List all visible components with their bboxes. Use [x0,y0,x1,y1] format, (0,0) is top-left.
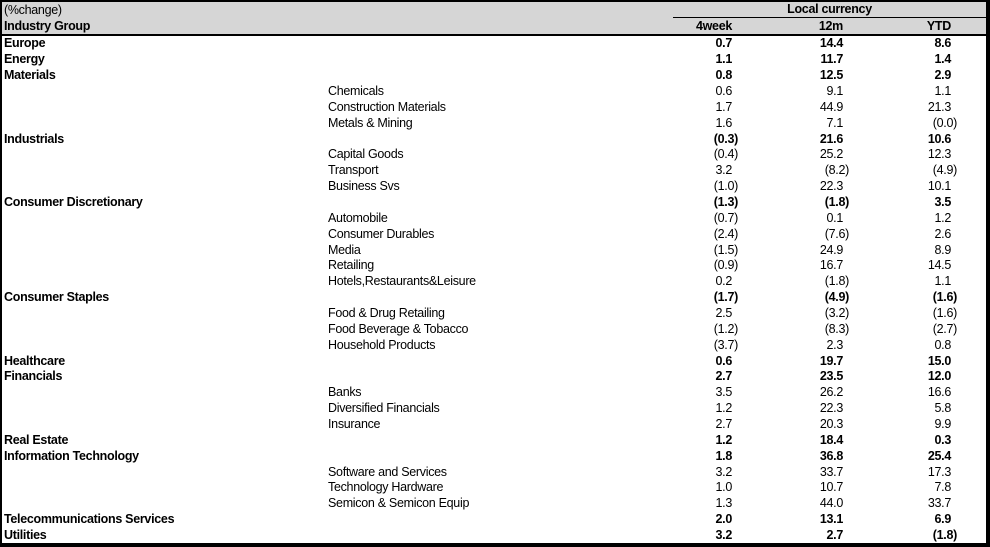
sub-industry-label: Chemicals [328,84,384,98]
value-cell-4week: 3.2 [715,464,732,479]
value-cell-ytd: 6.9 [934,512,951,527]
sub-industry-label: Transport [328,163,379,178]
table-row [2,480,986,496]
value-cell-12m: 26.2 [819,385,843,400]
value-cell-12m: 16.7 [819,258,843,273]
value-cell-12m: (7.6) [824,226,849,241]
table-row [2,495,986,511]
table-row [2,210,986,226]
value-cell-4week: 1.7 [715,99,732,114]
table-row [2,83,986,99]
value-cell-ytd: 10.1 [927,179,951,194]
header-row-change [2,2,986,18]
value-cell-4week: 3.2 [715,528,732,543]
value-cell-ytd: 1.1 [934,274,951,289]
sub-industry-label: Capital Goods [328,147,404,162]
value-cell-4week: 1.1 [715,52,732,67]
value-cell-12m: 13.1 [819,512,843,527]
value-cell-ytd: 33.7 [927,496,951,511]
table-row [2,384,986,400]
value-cell-4week: (1.2) [713,321,738,336]
sub-industry-label: Food & Drug Retailing [328,306,445,321]
table-row [2,51,986,67]
value-cell-12m: 23.5 [819,369,843,384]
value-cell-12m: 44.0 [819,496,843,511]
value-cell-4week: (0.7) [713,210,738,225]
sub-industry-label: Metals & Mining [328,115,413,130]
value-cell-ytd: 7.8 [934,480,951,495]
value-cell-12m: 0.1 [826,210,843,225]
value-cell-4week: 0.8 [715,68,732,83]
table-row [2,527,986,543]
value-cell-ytd: 5.8 [934,401,951,416]
table-row [2,416,986,432]
sub-industry-label: Automobile [328,210,388,225]
table-row [2,242,986,258]
value-cell-ytd: 16.6 [927,385,951,400]
sub-industry-label: Banks [328,385,362,400]
value-cell-4week: 0.6 [715,84,732,98]
industry-group-label: Consumer Discretionary [4,195,143,210]
value-cell-4week: (1.0) [713,179,738,194]
sub-industry-label: Hotels,Restaurants&Leisure [328,274,476,289]
sub-industry-label: Semicon & Semicon Equip [328,496,470,511]
value-cell-4week: (1.7) [713,290,738,305]
value-cell-4week: (3.7) [713,337,738,352]
table-row [2,321,986,337]
value-cell-12m: 12.5 [819,68,843,83]
sub-industry-label: Food Beverage & Tobacco [328,321,469,336]
column-header-ytd: YTD [926,18,951,33]
percent-change-label: (%change) [4,3,62,17]
table-row [2,178,986,194]
table-row [2,67,986,83]
value-cell-ytd: (1.6) [932,290,957,305]
value-cell-4week: 0.6 [715,353,732,368]
value-cell-4week: (1.3) [713,195,738,210]
value-cell-12m: (1.8) [824,195,849,210]
value-cell-12m: 22.3 [819,401,843,416]
industry-group-label: Telecommunications Services [4,512,175,527]
sub-industry-label: Diversified Financials [328,401,440,416]
sub-industry-label: Business Svs [328,179,400,194]
value-cell-12m: 44.9 [819,99,843,114]
value-cell-4week: 1.2 [715,401,732,416]
value-cell-12m: 19.7 [819,353,843,368]
value-cell-ytd: 10.6 [927,131,951,146]
industry-group-label: Energy [4,52,45,67]
sub-industry-label: Construction Materials [328,99,446,114]
table-row [2,258,986,274]
value-cell-12m: 2.3 [826,337,843,352]
value-cell-4week: (0.3) [713,131,738,146]
table-row [2,353,986,369]
value-cell-12m: 25.2 [819,147,843,162]
value-cell-12m: (3.2) [824,306,849,321]
value-cell-ytd: (4.9) [932,163,957,178]
value-cell-4week: 0.2 [715,274,732,289]
value-cell-ytd: 2.9 [934,68,951,83]
sub-industry-label: Software and Services [328,464,447,479]
value-cell-12m: 22.3 [819,179,843,194]
value-cell-ytd: 21.3 [927,99,951,114]
value-cell-12m: 2.7 [826,528,843,543]
value-cell-12m: 18.4 [819,432,843,447]
industry-group-label: Materials [4,68,56,83]
table-row [2,369,986,385]
table-row [2,400,986,416]
value-cell-4week: (0.9) [713,258,738,273]
value-cell-ytd: 0.3 [934,432,951,447]
sub-industry-label: Media [328,242,361,257]
value-cell-4week: 1.8 [715,448,732,463]
value-cell-12m: 36.8 [819,448,843,463]
industry-group-label: Financials [4,369,63,384]
value-cell-ytd: 15.0 [927,353,951,368]
column-header-12m: 12m [818,18,843,33]
value-cell-ytd: 1.2 [934,210,951,225]
value-cell-4week: (1.5) [713,242,738,257]
value-cell-ytd: 2.6 [934,226,951,241]
value-cell-12m: 9.1 [826,84,843,98]
table-row [2,273,986,289]
value-cell-12m: 10.7 [819,480,843,495]
industry-group-label: Consumer Staples [4,290,109,305]
table-row [2,162,986,178]
value-cell-ytd: 12.0 [927,369,951,384]
sub-industry-label: Technology Hardware [328,480,444,495]
value-cell-ytd: 8.6 [934,36,951,51]
industry-group-label: Europe [4,36,46,51]
value-cell-ytd: (2.7) [932,321,957,336]
value-cell-4week: 1.0 [715,480,732,495]
value-cell-ytd: 1.4 [934,52,951,67]
table-row [2,194,986,210]
table-body [2,36,986,544]
value-cell-4week: 1.6 [715,115,732,130]
industry-group-label: Utilities [4,528,47,543]
value-cell-4week: 1.3 [715,496,732,511]
table-row [2,289,986,305]
value-cell-ytd: 3.5 [934,195,951,210]
table-row [2,448,986,464]
industry-group-label: Industrials [4,131,64,146]
local-currency-spanner: Local currency [673,2,986,18]
table-row [2,131,986,147]
value-cell-12m: (1.8) [824,274,849,289]
table-row [2,115,986,131]
value-cell-ytd: 25.4 [927,448,951,463]
value-cell-ytd: 1.1 [934,84,951,98]
value-cell-4week: 3.5 [715,385,732,400]
value-cell-ytd: (1.6) [932,306,957,321]
table-row [2,432,986,448]
value-cell-12m: 33.7 [819,464,843,479]
value-cell-4week: 2.7 [715,417,732,432]
value-cell-ytd: 12.3 [927,147,951,162]
table-header [2,2,986,36]
value-cell-4week: 3.2 [715,163,732,178]
industry-group-label: Information Technology [4,448,139,463]
value-cell-ytd: 14.5 [927,258,951,273]
industry-group-header: Industry Group [4,18,91,33]
industry-group-label: Real Estate [4,432,69,447]
value-cell-ytd: (0.0) [932,115,957,130]
table-row [2,36,986,52]
value-cell-12m: 24.9 [819,242,843,257]
industry-group-label: Healthcare [4,353,65,368]
value-cell-ytd: 8.9 [934,242,951,257]
header-row-columns [2,18,986,33]
value-cell-ytd: 0.8 [934,337,951,352]
sub-industry-label: Household Products [328,337,436,352]
table-row [2,99,986,115]
value-cell-ytd: 9.9 [934,417,951,432]
table-row [2,511,986,527]
value-cell-4week: 1.2 [715,432,732,447]
value-cell-ytd: 17.3 [927,464,951,479]
value-cell-12m: 21.6 [819,131,843,146]
sub-industry-label: Retailing [328,258,374,273]
value-cell-ytd: (1.8) [932,528,957,543]
value-cell-12m: 7.1 [826,115,843,130]
value-cell-12m: 14.4 [819,36,843,51]
column-header-4week: 4week [695,18,732,33]
sub-industry-label: Consumer Durables [328,226,435,241]
value-cell-4week: 2.0 [715,512,732,527]
value-cell-12m: 11.7 [820,52,843,67]
value-cell-12m: (4.9) [824,290,849,305]
table-row [2,305,986,321]
table-row [2,337,986,353]
value-cell-12m: (8.3) [824,321,849,336]
value-cell-4week: (2.4) [713,226,738,241]
table-row [2,464,986,480]
value-cell-12m: (8.2) [824,163,849,178]
table-row [2,226,986,242]
value-cell-4week: 2.5 [715,306,732,321]
value-cell-12m: 20.3 [819,417,843,432]
table-row [2,147,986,163]
value-cell-4week: 2.7 [715,369,732,384]
value-cell-4week: (0.4) [713,147,738,162]
value-cell-4week: 0.7 [715,36,732,51]
sub-industry-label: Insurance [328,417,381,432]
